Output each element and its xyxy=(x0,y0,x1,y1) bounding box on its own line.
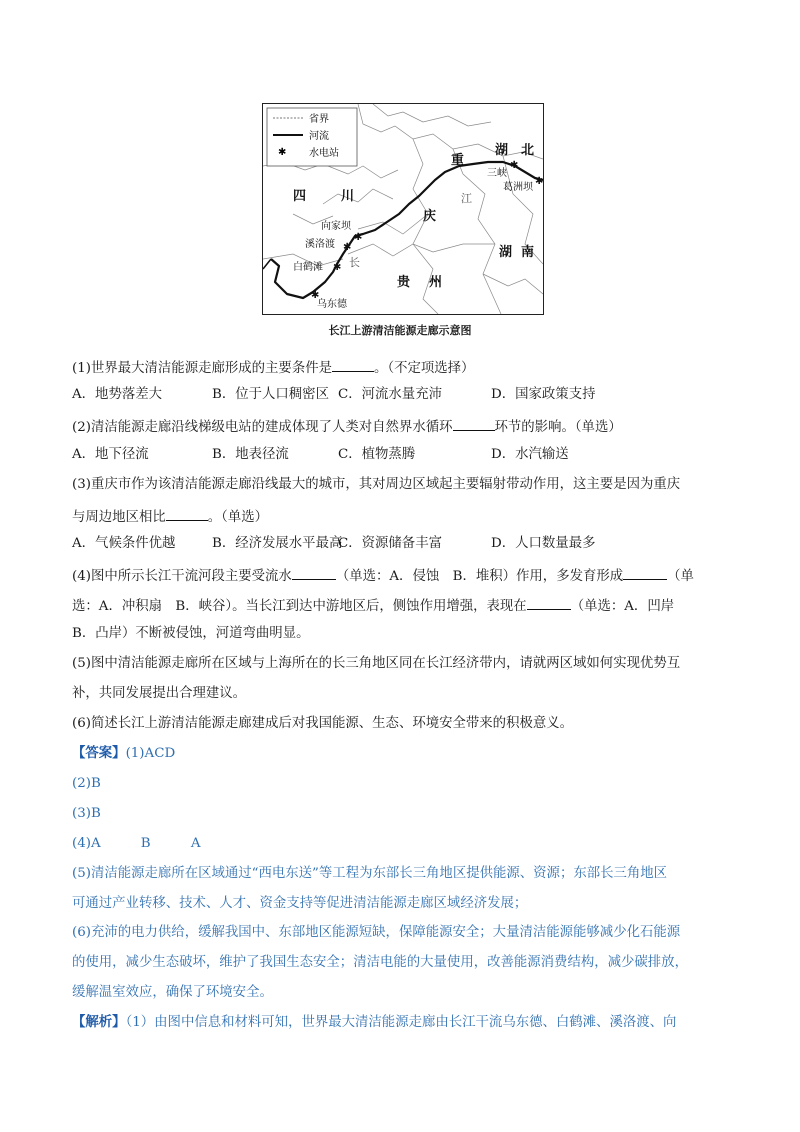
label-hubei-2: 北 xyxy=(521,143,535,158)
q5-line2: 补，共同发展提出合理建议。 xyxy=(72,686,247,701)
q3-option-d: D．人口数量最多 xyxy=(491,536,596,551)
station-xiluodu-label: 溪洛渡 xyxy=(305,239,335,250)
station-baihetan-marker: ✱ xyxy=(333,262,342,273)
station-baihetan-label: 白鹤滩 xyxy=(293,262,323,273)
map-caption: 长江上游清洁能源走廊示意图 xyxy=(328,324,472,337)
q1-option-a: A．地势落差大 xyxy=(72,387,163,402)
label-hunan-2: 南 xyxy=(521,245,535,260)
q1-blank xyxy=(332,359,374,372)
q4-text-5: （单选：A．凹岸 xyxy=(570,599,675,614)
answer-6-line1: (6)充沛的电力供给，缓解我国中、东部地区能源短缺，保障能源安全；大量清洁能源能够减少化石能源 xyxy=(72,925,681,940)
label-sichuan-2: 川 xyxy=(341,189,355,204)
q1-options xyxy=(72,388,595,401)
label-chang: 长 xyxy=(349,256,360,269)
q3-blank xyxy=(166,508,208,521)
q2-option-a: A．地下径流 xyxy=(72,447,149,462)
q2-stem-suffix: 环节的影响。（单选） xyxy=(494,420,622,435)
station-wudongde-marker: ✱ xyxy=(311,290,320,301)
station-xiangjiaba-marker: ✱ xyxy=(354,232,363,243)
answer-6-line2: 的使用，减少生态破坏，维护了我国生态安全；清洁电能的大量使用，改善能源消费结构，减少碳排放， xyxy=(72,955,688,970)
q2-option-c: C．植物蒸腾 xyxy=(338,447,416,462)
label-jiang: 江 xyxy=(461,192,472,205)
q4-text-4: 选：A．冲积扇 B．峡谷）。当长江到达中游地区后，侧蚀作用增强，表现在 xyxy=(72,599,527,614)
river-upstream xyxy=(263,259,271,269)
answer-3: (3)B xyxy=(72,806,101,821)
q4-blank-1 xyxy=(292,567,336,580)
answer-5-line1: (5)清洁能源走廊所在区域通过“西电东送”等工程为东部长三角地区提供能源、资源；东部长三角地区 xyxy=(72,866,668,881)
q1-stem-text: (1)世界最大清洁能源走廊形成的主要条件是 xyxy=(72,361,332,376)
station-gezhouba-marker: ✱ xyxy=(535,176,543,187)
q2-option-b: B．地表径流 xyxy=(212,447,289,462)
answer-header xyxy=(72,747,175,760)
legend-station-symbol: ✱ xyxy=(278,147,287,158)
q4-line3: B．凸岸）不断被侵蚀，河道弯曲明显。 xyxy=(72,626,310,641)
analysis-text: （1）由图中信息和材料可知，世界最大清洁能源走廊由长江干流乌东德、白鹤滩、溪洛渡、向 xyxy=(125,1015,677,1030)
q1-option-b: B．位于人口稠密区 xyxy=(212,387,329,402)
q3-option-b: B．经济发展水平最高 xyxy=(212,536,343,551)
q3-options xyxy=(72,537,595,550)
label-hubei-1: 湖 xyxy=(495,143,509,158)
q1-stem xyxy=(72,359,474,375)
label-guizhou-1: 贵 xyxy=(397,275,411,290)
label-sichuan-1: 四 xyxy=(293,189,307,204)
legend-river-label: 河流 xyxy=(309,131,329,142)
legend-border-label: 省界 xyxy=(309,114,329,125)
q2-stem-text: (2)清洁能源走廊沿线梯级电站的建成体现了人类对自然界水循环 xyxy=(72,420,453,435)
label-chongqing-2: 庆 xyxy=(423,209,437,224)
q1-stem-suffix: 。（不定项选择） xyxy=(374,361,475,376)
answer-4: (4)A B A xyxy=(72,836,201,851)
q3-stem-text: 与周边地区相比 xyxy=(72,510,166,525)
label-chongqing-1: 重 xyxy=(451,153,465,168)
map-figure xyxy=(262,103,544,315)
station-gezhouba-label: 葛洲坝 xyxy=(503,182,533,193)
answer-2: (2)B xyxy=(72,776,101,791)
q4-blank-2 xyxy=(623,567,667,580)
q4-text-1: (4)图中所示长江干流河段主要受流水 xyxy=(72,569,292,584)
q4-text-2: （单选：A．侵蚀 B．堆积）作用，多发育形成 xyxy=(335,569,624,584)
q4-blank-3 xyxy=(527,597,571,610)
q1-option-d: D．国家政策支持 xyxy=(491,387,596,402)
answer-tag: 【答案】 xyxy=(72,745,126,761)
analysis-tag: 【解析】 xyxy=(72,1014,126,1030)
map-svg xyxy=(263,104,543,314)
q6-line1: (6)简述长江上游清洁能源走廊建成后对我国能源、生态、环境安全带来的积极意义。 xyxy=(72,716,574,731)
label-guizhou-2: 州 xyxy=(429,275,443,290)
q3-line2 xyxy=(72,508,268,524)
q2-blank xyxy=(453,418,495,431)
q2-option-d: D．水汽输送 xyxy=(491,447,569,462)
q4-text-3: （单 xyxy=(667,569,694,584)
q1-option-c: C．河流水量充沛 xyxy=(338,387,442,402)
q4-line1 xyxy=(72,567,694,583)
q2-stem xyxy=(72,418,622,434)
legend-station-label: 水电站 xyxy=(309,148,339,159)
analysis-line xyxy=(72,1016,676,1029)
q2-options xyxy=(72,448,569,461)
station-xiluodu-marker: ✱ xyxy=(343,242,352,253)
q5-line1: (5)图中清洁能源走廊所在区域与上海所在的长三角地区同在长江经济带内，请就两区域如何实现优势互 xyxy=(72,656,681,671)
q3-option-c: C．资源储备丰富 xyxy=(338,536,442,551)
station-xiangjiaba-label: 向家坝 xyxy=(321,221,351,232)
station-sanxia-marker: ✱ xyxy=(510,160,519,171)
q3-line1: (3)重庆市作为该清洁能源走廊沿线最大的城市，其对周边区域起主要辐射带动作用，这主要是因为重庆 xyxy=(72,477,681,492)
answer-1: (1)ACD xyxy=(125,746,176,761)
q3-stem-suffix: 。（单选） xyxy=(207,510,268,525)
label-hunan-1: 湖 xyxy=(499,245,513,260)
q4-line2 xyxy=(72,597,674,613)
map-legend xyxy=(267,108,357,166)
station-wudongde-label: 乌东德 xyxy=(317,299,347,310)
station-sanxia-label: 三峡 xyxy=(487,168,507,179)
answer-5-line2: 可通过产业转移、技术、人才、资金支持等促进清洁能源走廊区域经济发展； xyxy=(72,896,528,911)
answer-6-line3: 缓解温室效应，确保了环境安全。 xyxy=(72,985,273,1000)
q3-option-a: A．气候条件优越 xyxy=(72,536,176,551)
